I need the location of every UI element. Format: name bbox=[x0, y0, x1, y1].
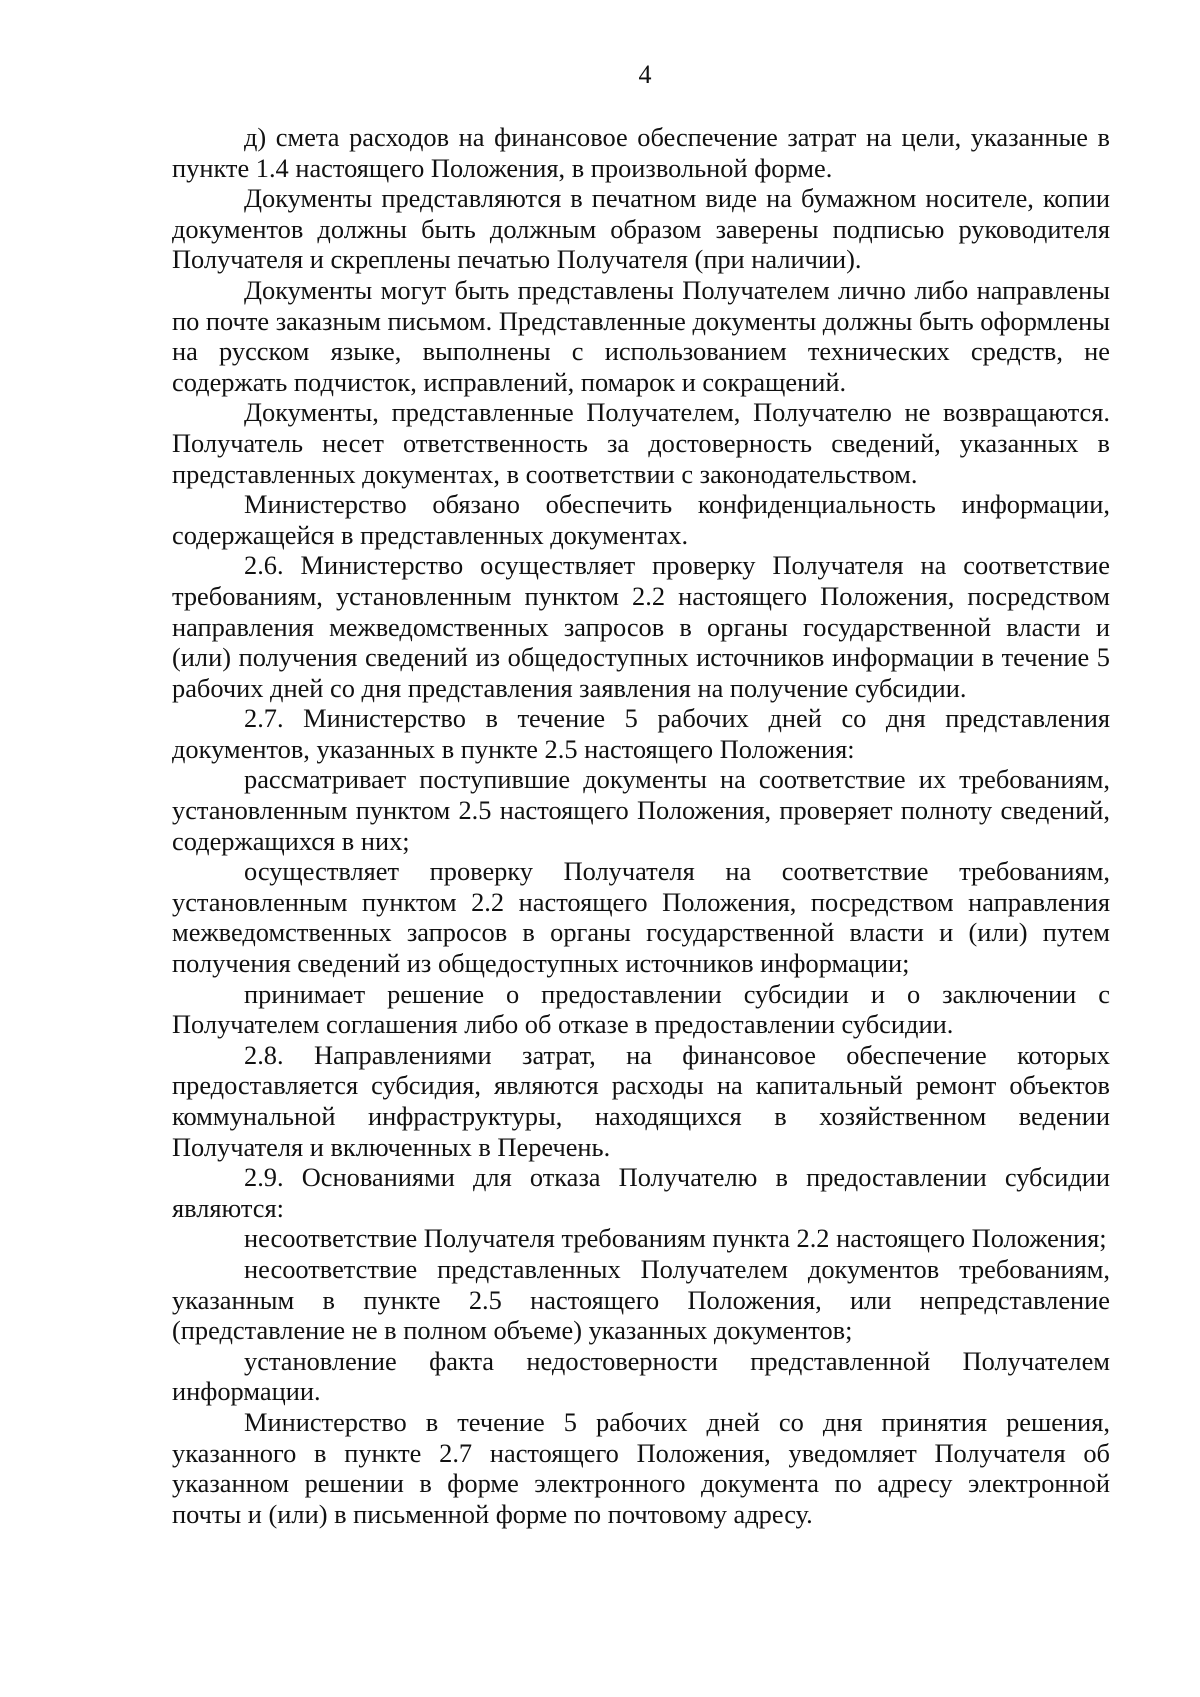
paragraph: 2.9. Основаниями для отказа Получателю в предоставлении субсидии являются: bbox=[172, 1162, 1110, 1223]
paragraph: Документы представляются в печатном виде на бумажном носителе, копии документов должны быть должным образом заверены подписью руководителя Получателя и скреплены печатью Получателя (при наличии). bbox=[172, 183, 1110, 275]
paragraph: 2.6. Министерство осуществляет проверку Получателя на соответствие требованиям, установленным пунктом 2.2 настоящего Положения, посредством направления межведомственных запросов в органы государственной власти и (или) получения сведений из общедоступных источников информации в течение 5 рабочих дней со дня представления заявления на получение субсидии. bbox=[172, 550, 1110, 703]
paragraph: Министерство обязано обеспечить конфиденциальность информации, содержащейся в представленных документах. bbox=[172, 489, 1110, 550]
paragraph: 2.8. Направлениями затрат, на финансовое обеспечение которых предоставляется субсидия, являются расходы на капитальный ремонт объектов коммунальной инфраструктуры, находящихся в хозяйственном ведении Получателя и включенных в Перечень. bbox=[172, 1039, 1110, 1162]
document-body bbox=[172, 122, 1110, 1529]
paragraph: установление факта недостоверности представленной Получателем информации. bbox=[172, 1345, 1110, 1407]
paragraph: рассматривает поступившие документы на соответствие их требованиям, установленным пунктом 2.5 настоящего Положения, проверяет полноту сведений, содержащихся в них; bbox=[172, 764, 1110, 856]
paragraph: Документы, представленные Получателем, Получателю не возвращаются. Получатель несет ответственность за достоверность сведений, указанных в представленных документах, в соответствии с законодательством. bbox=[172, 397, 1110, 489]
paragraph: осуществляет проверку Получателя на соответствие требованиям, установленным пунктом 2.2 настоящего Положения, посредством направления межведомственных запросов в органы государственной власти и (или) путем получения сведений из общедоступных источников информации; bbox=[172, 856, 1110, 979]
paragraph: принимает решение о предоставлении субсидии и о заключении с Получателем соглашения либо об отказе в предоставлении субсидии. bbox=[172, 978, 1110, 1040]
paragraph: д) смета расходов на финансовое обеспечение затрат на цели, указанные в пункте 1.4 настоящего Положения, в произвольной форме. bbox=[172, 122, 1110, 183]
paragraph: несоответствие Получателя требованиям пункта 2.2 настоящего Положения; bbox=[244, 1223, 1107, 1254]
paragraph: несоответствие представленных Получателем документов требованиям, указанным в пункте 2.5 настоящего Положения, или непредставление (представление не в полном объеме) указанных документов; bbox=[172, 1253, 1110, 1346]
page-number: 4 bbox=[638, 60, 652, 89]
paragraph: Министерство в течение 5 рабочих дней со дня принятия решения, указанного в пункте 2.7 настоящего Положения, уведомляет Получателя об указанном решении в форме электронного документа по адресу электронной почты и (или) в письменной форме по почтовому адресу. bbox=[172, 1406, 1110, 1529]
paragraph: Документы могут быть представлены Получателем лично либо направлены по почте заказным письмом. Представленные документы должны быть оформлены на русском языке, выполнены с использованием технических средств, не содержать подчисток, исправлений, помарок и сокращений. bbox=[172, 274, 1110, 397]
paragraph: 2.7. Министерство в течение 5 рабочих дней со дня представления документов, указанных в пункте 2.5 настоящего Положения: bbox=[172, 703, 1110, 764]
